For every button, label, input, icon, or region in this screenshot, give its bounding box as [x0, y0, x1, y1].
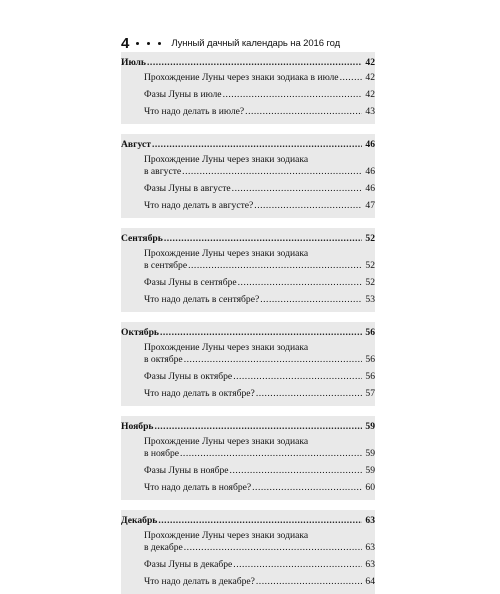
dot-leader	[254, 200, 362, 212]
dot-leader	[180, 448, 362, 460]
section-heading[interactable]	[121, 421, 375, 433]
page-header	[121, 34, 391, 52]
dot-leader	[260, 294, 362, 306]
entry-page: 64	[365, 576, 375, 587]
section-heading[interactable]	[121, 57, 375, 69]
entry-page: 53	[365, 294, 375, 305]
toc-entry[interactable]	[121, 482, 375, 494]
section-title: Октябрь	[121, 327, 159, 338]
entry-page: 59	[365, 448, 375, 459]
entry-title-line1: Прохождение Луны через знаки зодиака	[144, 154, 309, 165]
toc-entry[interactable]	[121, 465, 375, 477]
entry-title: в сентябре	[144, 260, 188, 271]
entry-title: Что надо делать в июле?	[144, 106, 245, 117]
entry-page: 42	[365, 89, 375, 100]
entry-title: Что надо делать в октябре?	[144, 388, 255, 399]
toc-entry[interactable]	[121, 559, 375, 571]
toc-section	[121, 52, 375, 124]
dot-leader	[340, 72, 362, 84]
entry-title: в ноябре	[144, 448, 180, 459]
entry-title-line1: Прохождение Луны через знаки зодиака	[144, 436, 309, 447]
entry-page: 56	[365, 354, 375, 365]
toc-entry[interactable]	[121, 576, 375, 588]
section-page: 56	[365, 327, 375, 338]
toc-entry[interactable]	[121, 530, 375, 554]
toc-entry[interactable]	[121, 200, 375, 212]
entry-title: Что надо делать в августе?	[144, 200, 254, 211]
dot-leader	[245, 106, 362, 118]
toc-entry[interactable]	[121, 72, 375, 84]
dot-leader	[238, 277, 362, 289]
entry-title: Что надо делать в декабре?	[144, 576, 255, 587]
toc-section	[121, 134, 375, 218]
section-page: 46	[365, 139, 375, 150]
entry-title: Фазы Луны в августе	[144, 183, 231, 194]
toc-section	[121, 510, 375, 594]
dot-leader	[158, 515, 362, 527]
entry-page: 56	[365, 371, 375, 382]
entry-page: 63	[365, 542, 375, 553]
dot-leader	[252, 482, 362, 494]
entry-title: в декабре	[144, 542, 183, 553]
dot-leader	[147, 57, 362, 69]
dot-leader	[223, 89, 362, 101]
table-of-contents	[121, 52, 375, 594]
section-title: Июль	[121, 57, 147, 68]
entry-title-line1: Прохождение Луны через знаки зодиака	[144, 248, 309, 259]
dot-leader	[256, 576, 362, 588]
toc-entry[interactable]	[121, 183, 375, 195]
entry-title: Прохождение Луны через знаки зодиака в июле	[144, 72, 339, 83]
dot-leader	[256, 388, 362, 400]
section-title: Ноябрь	[121, 421, 154, 432]
entry-page: 46	[365, 183, 375, 194]
dot-leader	[230, 465, 362, 477]
section-heading[interactable]	[121, 515, 375, 527]
entry-page: 46	[365, 166, 375, 177]
section-title: Август	[121, 139, 151, 150]
entry-title: Фазы Луны в ноябре	[144, 465, 229, 476]
dot-ornament	[158, 42, 161, 45]
section-page: 52	[365, 233, 375, 244]
dot-leader	[233, 371, 362, 383]
entry-title: Что надо делать в ноябре?	[144, 482, 252, 493]
dot-leader	[184, 542, 362, 554]
entry-title: Фазы Луны в декабре	[144, 559, 233, 570]
dot-leader	[233, 559, 362, 571]
entry-page: 42	[365, 72, 375, 83]
dot-leader	[164, 233, 362, 245]
toc-entry[interactable]	[121, 342, 375, 366]
dot-leader	[182, 166, 362, 178]
page-number: 4	[121, 34, 130, 52]
toc-entry[interactable]	[121, 89, 375, 101]
entry-title: Фазы Луны в октябре	[144, 371, 233, 382]
section-page: 59	[365, 421, 375, 432]
toc-entry[interactable]	[121, 436, 375, 460]
toc-entry[interactable]	[121, 277, 375, 289]
dot-leader	[152, 139, 362, 151]
entry-page: 57	[365, 388, 375, 399]
header-dots	[136, 42, 161, 45]
toc-section	[121, 228, 375, 312]
section-page: 42	[365, 57, 375, 68]
toc-entry[interactable]	[121, 294, 375, 306]
toc-entry[interactable]	[121, 388, 375, 400]
toc-entry[interactable]	[121, 248, 375, 272]
entry-title: Фазы Луны в июле	[144, 89, 222, 100]
section-heading[interactable]	[121, 139, 375, 151]
section-title: Сентябрь	[121, 233, 163, 244]
section-heading[interactable]	[121, 233, 375, 245]
dot-ornament	[147, 42, 150, 45]
entry-title: Что надо делать в сентябре?	[144, 294, 260, 305]
section-heading[interactable]	[121, 327, 375, 339]
dot-leader	[188, 260, 362, 272]
entry-page: 63	[365, 559, 375, 570]
dot-leader	[154, 421, 362, 433]
dot-leader	[184, 354, 362, 366]
running-title: Лунный дачный календарь на 2016 год	[171, 37, 341, 49]
entry-page: 60	[365, 482, 375, 493]
toc-section	[121, 322, 375, 406]
entry-title: Фазы Луны в сентябре	[144, 277, 237, 288]
entry-page: 59	[365, 465, 375, 476]
dot-ornament	[136, 42, 139, 45]
toc-entry[interactable]	[121, 106, 375, 118]
toc-entry[interactable]	[121, 154, 375, 178]
entry-page: 52	[365, 260, 375, 271]
section-page: 63	[365, 515, 375, 526]
entry-title: в августе	[144, 166, 182, 177]
entry-title-line1: Прохождение Луны через знаки зодиака	[144, 342, 309, 353]
entry-title-line1: Прохождение Луны через знаки зодиака	[144, 530, 309, 541]
section-title: Декабрь	[121, 515, 158, 526]
entry-page: 52	[365, 277, 375, 288]
dot-leader	[160, 327, 362, 339]
toc-section	[121, 416, 375, 500]
entry-page: 47	[365, 200, 375, 211]
toc-entry[interactable]	[121, 371, 375, 383]
entry-page: 43	[365, 106, 375, 117]
entry-title: в октябре	[144, 354, 183, 365]
dot-leader	[232, 183, 362, 195]
